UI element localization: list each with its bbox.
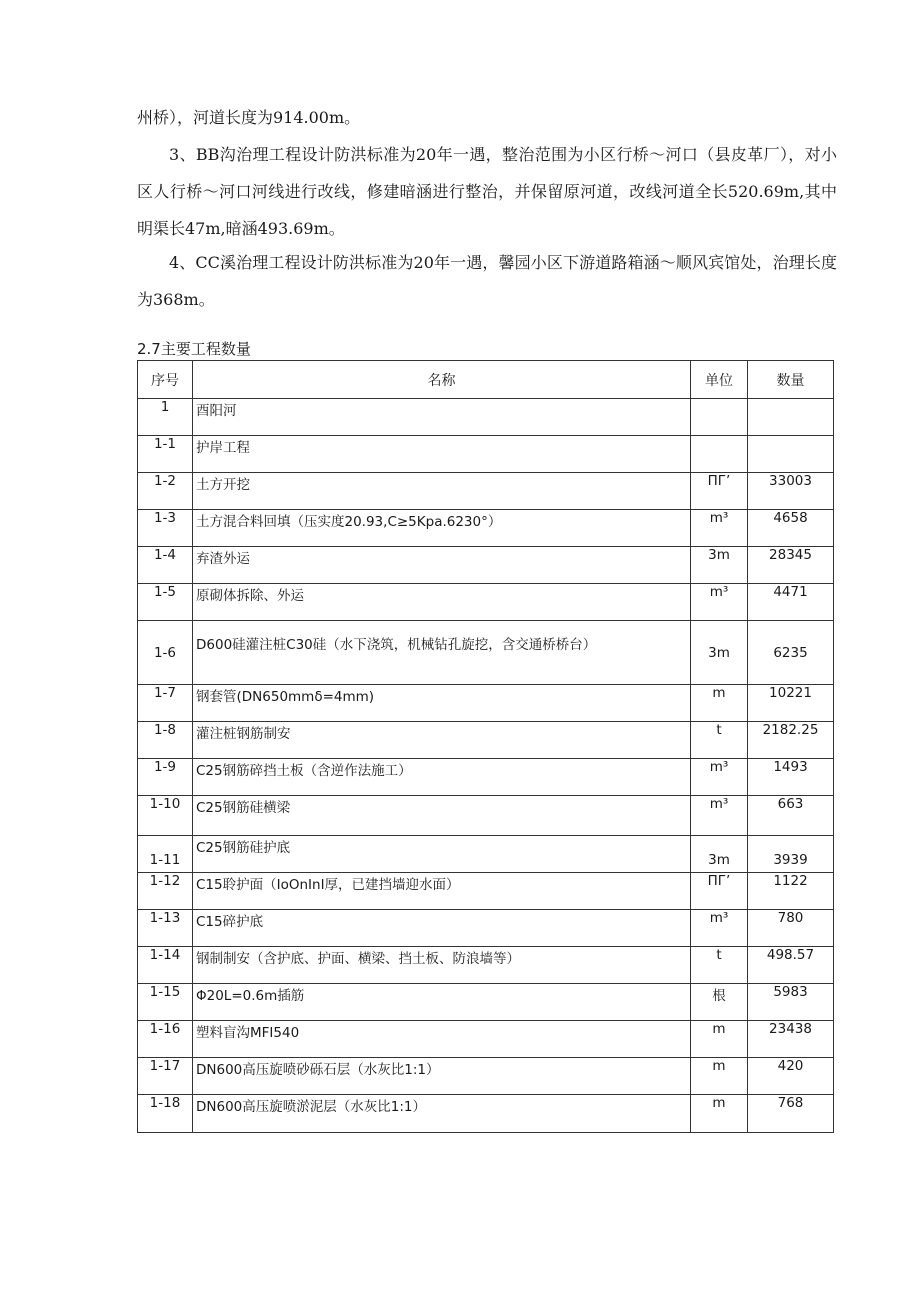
cell-name: C25钢筋硅横梁 xyxy=(193,796,691,836)
cell-unit: m xyxy=(691,1095,748,1133)
cell-qty: 2182.25 xyxy=(748,722,834,759)
table-row xyxy=(138,836,834,873)
cell-name: 灌注桩钢筋制安 xyxy=(193,722,691,759)
paragraph-cc-creek: 4、CC溪治理工程设计防洪标准为20年一遇，馨园小区下游道路箱涵～顺风宾馆处，治理长度为368m。 xyxy=(137,253,837,309)
cell-qty: 3939 xyxy=(748,836,834,873)
table-header-row xyxy=(138,361,834,399)
header-unit: 单位 xyxy=(691,361,748,399)
cell-name: 土方混合料回填（压实度20.93,C≥5Kpa.6230°） xyxy=(193,510,691,547)
cell-no: 1-6 xyxy=(138,621,193,685)
table-row xyxy=(138,584,834,621)
cell-name: 原砌体拆除、外运 xyxy=(193,584,691,621)
paragraph-river-length: 州桥），河道长度为914.00m。 xyxy=(137,108,361,127)
table-row xyxy=(138,910,834,947)
cell-name: C25钢筋硅护底 xyxy=(193,836,691,873)
cell-qty: 1493 xyxy=(748,759,834,796)
cell-no: 1-14 xyxy=(138,947,193,984)
cell-qty: 33003 xyxy=(748,473,834,510)
cell-unit: 3m xyxy=(691,836,748,873)
cell-no: 1-9 xyxy=(138,759,193,796)
cell-unit: 根 xyxy=(691,984,748,1021)
cell-no: 1-10 xyxy=(138,796,193,836)
cell-no: 1-16 xyxy=(138,1021,193,1058)
cell-no: 1-3 xyxy=(138,510,193,547)
table-row xyxy=(138,436,834,473)
cell-name: C25钢筋碎挡土板（含逆作法施工） xyxy=(193,759,691,796)
cell-no: 1-11 xyxy=(138,836,193,873)
cell-qty: 5983 xyxy=(748,984,834,1021)
table-row xyxy=(138,759,834,796)
table-row xyxy=(138,1058,834,1095)
cell-no: 1-18 xyxy=(138,1095,193,1133)
cell-name: 钢制制安（含护底、护面、横梁、挡土板、防浪墙等） xyxy=(193,947,691,984)
cell-name: D600硅灌注桩C30硅（水下浇筑，机械钻孔旋挖，含交通桥桥台） xyxy=(193,621,691,685)
cell-no: 1-8 xyxy=(138,722,193,759)
cell-no: 1-2 xyxy=(138,473,193,510)
cell-unit: m xyxy=(691,1058,748,1095)
cell-no: 1-1 xyxy=(138,436,193,473)
table-row xyxy=(138,1095,834,1133)
cell-qty: 663 xyxy=(748,796,834,836)
header-no: 序号 xyxy=(138,361,193,399)
cell-unit: ПГ’ xyxy=(691,873,748,910)
cell-qty: 10221 xyxy=(748,685,834,722)
cell-name: C15碎护底 xyxy=(193,910,691,947)
cell-no: 1-15 xyxy=(138,984,193,1021)
cell-unit: m xyxy=(691,685,748,722)
cell-name: DN600高压旋喷淤泥层（水灰比1:1） xyxy=(193,1095,691,1133)
cell-name: 护岸工程 xyxy=(193,436,691,473)
cell-no: 1-17 xyxy=(138,1058,193,1095)
cell-qty: 23438 xyxy=(748,1021,834,1058)
cell-unit: t xyxy=(691,947,748,984)
cell-unit: m³ xyxy=(691,759,748,796)
cell-unit: m xyxy=(691,1021,748,1058)
cell-name: 塑料盲沟MFI540 xyxy=(193,1021,691,1058)
cell-name: C15聆护面（IoOnInI厚，已建挡墙迎水面） xyxy=(193,873,691,910)
cell-no: 1-13 xyxy=(138,910,193,947)
cell-unit: m³ xyxy=(691,910,748,947)
cell-qty: 768 xyxy=(748,1095,834,1133)
cell-name: 酉阳河 xyxy=(193,399,691,436)
table-row xyxy=(138,685,834,722)
cell-no: 1-7 xyxy=(138,685,193,722)
cell-unit: 3m xyxy=(691,547,748,584)
quantity-table xyxy=(137,360,834,1133)
cell-qty: 4471 xyxy=(748,584,834,621)
cell-unit: m³ xyxy=(691,584,748,621)
cell-name: DN600高压旋喷砂砾石层（水灰比1:1） xyxy=(193,1058,691,1095)
cell-qty: 4658 xyxy=(748,510,834,547)
cell-name: Φ20L=0.6m插筋 xyxy=(193,984,691,1021)
cell-no: 1-12 xyxy=(138,873,193,910)
cell-qty: 498.57 xyxy=(748,947,834,984)
cell-unit: m³ xyxy=(691,510,748,547)
cell-unit xyxy=(691,399,748,436)
table-row xyxy=(138,547,834,584)
cell-qty: 420 xyxy=(748,1058,834,1095)
table-row xyxy=(138,621,834,685)
table-row xyxy=(138,722,834,759)
cell-name: 土方开挖 xyxy=(193,473,691,510)
cell-qty: 1122 xyxy=(748,873,834,910)
cell-no: 1-5 xyxy=(138,584,193,621)
paragraph-bb-ditch: 3、BB沟治理工程设计防洪标准为20年一遇，整治范围为小区行桥～河口（县皮革厂），对小区人行桥～河口河线进行改线，修建暗涵进行整治，并保留原河道，改线河道全长520.69m,其中明渠长47m,暗涵493.69m。 xyxy=(137,145,837,238)
cell-qty xyxy=(748,436,834,473)
cell-unit: m³ xyxy=(691,796,748,836)
table-row xyxy=(138,510,834,547)
header-qty: 数量 xyxy=(748,361,834,399)
cell-name: 弃渣外运 xyxy=(193,547,691,584)
cell-unit: t xyxy=(691,722,748,759)
cell-unit xyxy=(691,436,748,473)
cell-qty: 28345 xyxy=(748,547,834,584)
header-name: 名称 xyxy=(193,361,691,399)
cell-qty xyxy=(748,399,834,436)
cell-qty: 780 xyxy=(748,910,834,947)
table-row xyxy=(138,796,834,836)
cell-unit: 3m xyxy=(691,621,748,685)
table-row xyxy=(138,1021,834,1058)
table-row xyxy=(138,984,834,1021)
table-row xyxy=(138,399,834,436)
table-row xyxy=(138,873,834,910)
table-row xyxy=(138,473,834,510)
section-title: 2.7主要工程数量 xyxy=(137,340,251,358)
cell-qty: 6235 xyxy=(748,621,834,685)
cell-no: 1-4 xyxy=(138,547,193,584)
cell-unit: ПГ’ xyxy=(691,473,748,510)
cell-no: 1 xyxy=(138,399,193,436)
cell-name: 钢套管(DN650mmδ=4mm) xyxy=(193,685,691,722)
table-row xyxy=(138,947,834,984)
